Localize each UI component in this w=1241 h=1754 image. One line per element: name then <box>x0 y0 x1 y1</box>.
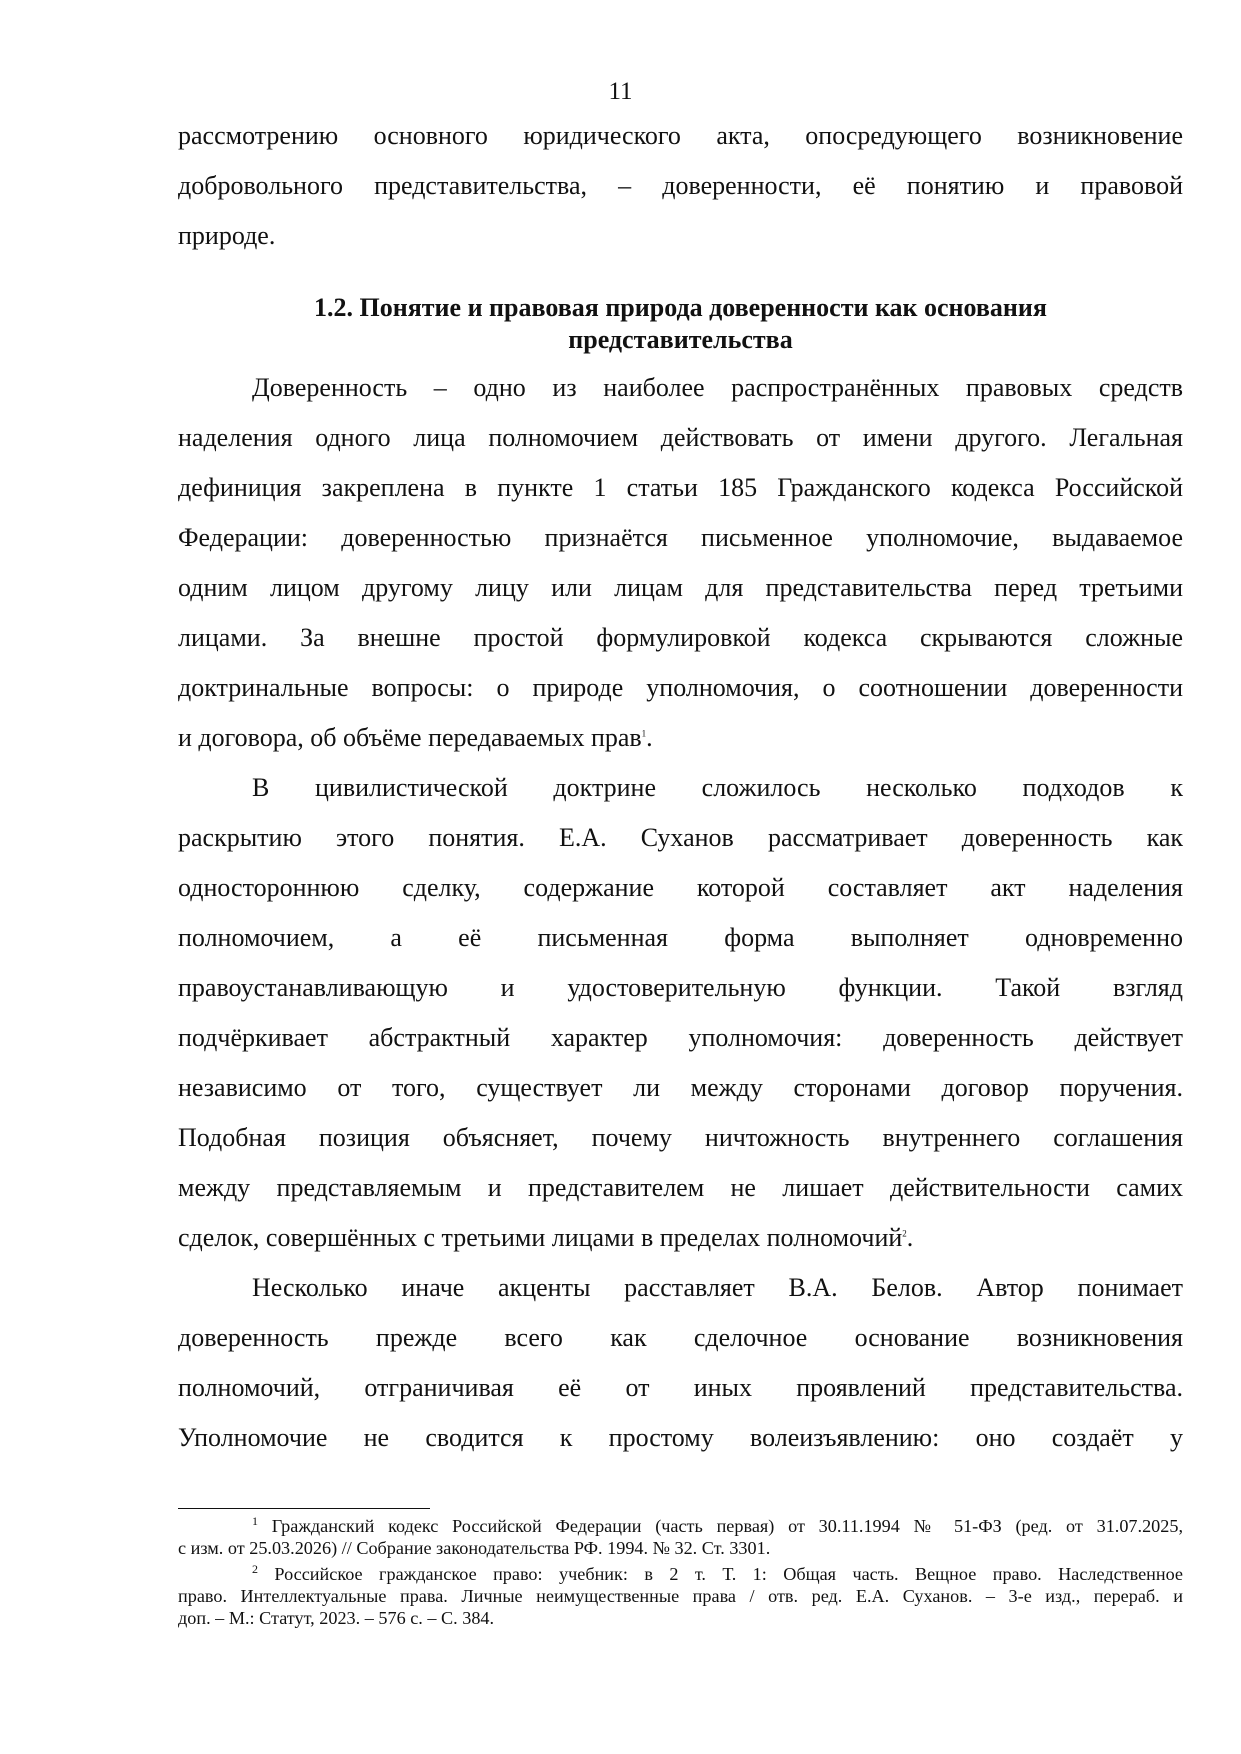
p1-line-7: доктринальные вопросы: о природе уполномочия, о соотношении доверенности <box>178 673 1183 702</box>
p2-end: . <box>906 1223 914 1252</box>
p3-line-2: доверенность прежде всего как сделочное основание возникновения <box>178 1323 1183 1352</box>
p2-line-6: подчёркивает абстрактный характер уполномочия: доверенность действует <box>178 1023 1183 1052</box>
section-heading-line-2: представительства <box>568 325 793 354</box>
p1-line-8 <box>178 720 1183 756</box>
footnote-2-line-2: право. Интеллектуальные права. Личные неимущественные права / отв. ред. Е.А. Суханов. – 3-е изд., перераб. и <box>178 1586 1183 1606</box>
p3-line-3: полномочий, отграничивая её от иных проявлений представительства. <box>178 1373 1183 1402</box>
footnote-2-number: 2 <box>252 1561 258 1576</box>
p1-end: . <box>646 723 653 752</box>
page-number: 11 <box>608 78 633 105</box>
footnote-ref-2[interactable]: 2 <box>902 1228 907 1239</box>
footnote-1-line-2: с изм. от 25.03.2026) // Собрание законодательства РФ. 1994. № 32. Ст. 3301. <box>178 1538 771 1558</box>
p1-line-5: одним лицом другому лицу или лицам для представительства перед третьими <box>178 573 1183 602</box>
p1-line-4: Федерации: доверенностью признаётся письменное уполномочие, выдаваемое <box>178 523 1183 552</box>
footnote-2-text-1: Российское гражданское право: учебник: в 2 т. Т. 1: Общая часть. Вещное право. Наследственное <box>274 1564 1184 1584</box>
footnote-ref-1[interactable]: 1 <box>641 728 647 739</box>
intro-line-3: природе. <box>178 221 276 250</box>
footnote-2-line-3: доп. – М.: Статут, 2023. – 576 с. – С. 384. <box>178 1608 495 1628</box>
p1-line-1: Доверенность – одно из наиболее распространённых правовых средств <box>252 373 1183 402</box>
footnote-separator <box>178 1508 430 1509</box>
intro-line-1: рассмотрению основного юридического акта, опосредующего возникновение <box>178 121 1183 150</box>
p2-line-4: полномочием, а её письменная форма выполняет одновременно <box>178 923 1183 952</box>
p2-line-7: независимо от того, существует ли между сторонами договор поручения. <box>178 1073 1183 1102</box>
p3-line-1: Несколько иначе акценты расставляет В.А. Белов. Автор понимает <box>252 1273 1183 1302</box>
p3-line-4: Уполномочие не сводится к простому волеизъявлению: оно создаёт у <box>178 1423 1183 1452</box>
footnote-2-line-1 <box>252 1563 1183 1585</box>
p2-line-9: между представляемым и представителем не лишает действительности самих <box>178 1173 1183 1202</box>
p2-line-10 <box>178 1220 1183 1256</box>
p1-line-6: лицами. За внешне простой формулировкой кодекса скрываются сложные <box>178 623 1183 652</box>
p2-line-3: одностороннюю сделку, содержание которой составляет акт наделения <box>178 873 1183 902</box>
footnote-1-text-1: Гражданский кодекс Российской Федерации (часть первая) от 30.11.1994 № 51-ФЗ (ред. от 31.07.2025, <box>271 1516 1183 1536</box>
footnote-1-line-1 <box>252 1515 1183 1537</box>
p1-last-text: и договора, об объёме передаваемых прав <box>178 723 642 752</box>
intro-line-2: добровольного представительства, – доверенности, её понятию и правовой <box>178 171 1183 200</box>
p2-line-1: В цивилистической доктрине сложилось несколько подходов к <box>252 773 1183 802</box>
section-heading-line-1: 1.2. Понятие и правовая природа доверенности как основания <box>314 293 1047 322</box>
p1-line-2: наделения одного лица полномочием действовать от имени другого. Легальная <box>178 423 1183 452</box>
p2-line-2: раскрытию этого понятия. Е.А. Суханов рассматривает доверенность как <box>178 823 1183 852</box>
p2-line-5: правоустанавливающую и удостоверительную функции. Такой взгляд <box>178 973 1183 1002</box>
p2-last-text: сделок, совершённых с третьими лицами в пределах полномочий <box>178 1223 903 1252</box>
p2-line-8: Подобная позиция объясняет, почему ничтожность внутреннего соглашения <box>178 1123 1183 1152</box>
p1-line-3: дефиниция закреплена в пункте 1 статьи 185 Гражданского кодекса Российской <box>178 473 1183 502</box>
footnote-1-number: 1 <box>252 1513 258 1528</box>
